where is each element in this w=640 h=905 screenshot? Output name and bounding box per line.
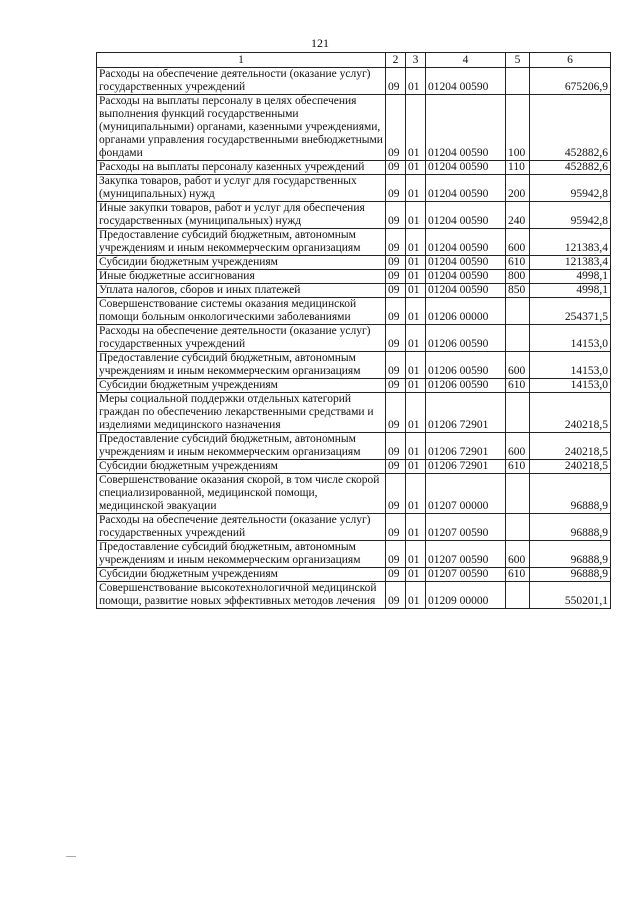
cell-vr: 600: [506, 433, 530, 460]
column-header: 2: [386, 53, 406, 68]
cell-name: Совершенствование системы оказания медицинской помощи больным онкологическими заболеваниями: [97, 298, 386, 325]
cell-name: Субсидии бюджетным учреждениям: [97, 256, 386, 270]
cell-pr: 01: [406, 284, 426, 298]
cell-pr: 01: [406, 95, 426, 161]
table-row: [97, 568, 611, 582]
table-row: [97, 229, 611, 256]
table-row: [97, 325, 611, 352]
column-header: 3: [406, 53, 426, 68]
cell-csr: 01204 00590: [426, 161, 506, 175]
cell-name: Расходы на обеспечение деятельности (оказание услуг) государственных учреждений: [97, 514, 386, 541]
page-mark: [66, 856, 76, 857]
cell-pr: 01: [406, 202, 426, 229]
cell-vr: [506, 68, 530, 95]
cell-vr: 610: [506, 379, 530, 393]
cell-csr: 01204 00590: [426, 95, 506, 161]
cell-vr: 610: [506, 460, 530, 474]
table-row: [97, 393, 611, 433]
cell-rz: 09: [386, 582, 406, 609]
cell-csr: 01206 00000: [426, 298, 506, 325]
table-row: [97, 256, 611, 270]
cell-name: Иные закупки товаров, работ и услуг для обеспечения государственных (муниципальных) нужд: [97, 202, 386, 229]
cell-pr: 01: [406, 352, 426, 379]
cell-rz: 09: [386, 541, 406, 568]
cell-sum: 254371,5: [530, 298, 611, 325]
cell-name: Совершенствование высокотехнологичной медицинской помощи, развитие новых эффективных методов лечения: [97, 582, 386, 609]
cell-sum: 96888,9: [530, 514, 611, 541]
cell-sum: 14153,0: [530, 325, 611, 352]
cell-csr: 01207 00000: [426, 474, 506, 514]
cell-rz: 09: [386, 284, 406, 298]
cell-name: Совершенствование оказания скорой, в том числе скорой специализированной, медицинской помощи, медицинской эвакуации: [97, 474, 386, 514]
cell-name: Уплата налогов, сборов и иных платежей: [97, 284, 386, 298]
table-row: [97, 379, 611, 393]
column-header: 5: [506, 53, 530, 68]
page-number: 121: [311, 36, 329, 50]
cell-name: Предоставление субсидий бюджетным, автономным учреждениям и иным некоммерческим организациям: [97, 541, 386, 568]
cell-csr: 01204 00590: [426, 68, 506, 95]
cell-pr: 01: [406, 541, 426, 568]
cell-sum: 240218,5: [530, 433, 611, 460]
cell-csr: 01207 00590: [426, 514, 506, 541]
table-row: [97, 202, 611, 229]
cell-rz: 09: [386, 229, 406, 256]
cell-vr: 600: [506, 541, 530, 568]
cell-sum: 96888,9: [530, 568, 611, 582]
cell-name: Субсидии бюджетным учреждениям: [97, 460, 386, 474]
cell-pr: 01: [406, 298, 426, 325]
table-row: [97, 474, 611, 514]
cell-rz: 09: [386, 95, 406, 161]
header-row: [97, 53, 611, 68]
cell-csr: 01209 00000: [426, 582, 506, 609]
cell-rz: 09: [386, 175, 406, 202]
cell-name: Закупка товаров, работ и услуг для государственных (муниципальных) нужд: [97, 175, 386, 202]
cell-sum: 452882,6: [530, 161, 611, 175]
table-row: [97, 270, 611, 284]
cell-sum: 452882,6: [530, 95, 611, 161]
cell-rz: 09: [386, 161, 406, 175]
cell-pr: 01: [406, 460, 426, 474]
cell-rz: 09: [386, 256, 406, 270]
cell-sum: 4998,1: [530, 270, 611, 284]
cell-name: Субсидии бюджетным учреждениям: [97, 379, 386, 393]
column-header: 4: [426, 53, 506, 68]
table-row: [97, 298, 611, 325]
cell-name: Предоставление субсидий бюджетным, автономным учреждениям и иным некоммерческим организациям: [97, 229, 386, 256]
table-row: [97, 582, 611, 609]
cell-sum: 550201,1: [530, 582, 611, 609]
cell-rz: 09: [386, 433, 406, 460]
cell-name: Субсидии бюджетным учреждениям: [97, 568, 386, 582]
cell-vr: 800: [506, 270, 530, 284]
column-header: 1: [97, 53, 386, 68]
cell-pr: 01: [406, 256, 426, 270]
cell-sum: 4998,1: [530, 284, 611, 298]
cell-rz: 09: [386, 298, 406, 325]
cell-vr: 240: [506, 202, 530, 229]
cell-vr: [506, 325, 530, 352]
cell-pr: 01: [406, 161, 426, 175]
cell-name: Иные бюджетные ассигнования: [97, 270, 386, 284]
budget-table: [96, 52, 611, 609]
cell-csr: 01204 00590: [426, 270, 506, 284]
cell-pr: 01: [406, 568, 426, 582]
cell-vr: 100: [506, 95, 530, 161]
cell-rz: 09: [386, 393, 406, 433]
cell-vr: [506, 393, 530, 433]
table-row: [97, 284, 611, 298]
table-row: [97, 161, 611, 175]
cell-name: Расходы на обеспечение деятельности (оказание услуг) государственных учреждений: [97, 325, 386, 352]
table-row: [97, 68, 611, 95]
cell-rz: 09: [386, 270, 406, 284]
cell-pr: 01: [406, 68, 426, 95]
table-row: [97, 95, 611, 161]
cell-csr: 01207 00590: [426, 541, 506, 568]
cell-rz: 09: [386, 474, 406, 514]
cell-csr: 01207 00590: [426, 568, 506, 582]
cell-vr: 850: [506, 284, 530, 298]
cell-vr: [506, 298, 530, 325]
cell-sum: 240218,5: [530, 460, 611, 474]
cell-sum: 95942,8: [530, 202, 611, 229]
cell-sum: 121383,4: [530, 229, 611, 256]
cell-csr: 01204 00590: [426, 202, 506, 229]
table-row: [97, 352, 611, 379]
cell-sum: 96888,9: [530, 541, 611, 568]
cell-rz: 09: [386, 325, 406, 352]
table-row: [97, 514, 611, 541]
cell-name: Предоставление субсидий бюджетным, автономным учреждениям и иным некоммерческим организациям: [97, 352, 386, 379]
cell-vr: 600: [506, 352, 530, 379]
cell-vr: [506, 474, 530, 514]
cell-csr: 01206 00590: [426, 379, 506, 393]
cell-vr: 610: [506, 256, 530, 270]
cell-sum: 95942,8: [530, 175, 611, 202]
cell-vr: 110: [506, 161, 530, 175]
cell-rz: 09: [386, 202, 406, 229]
table-row: [97, 175, 611, 202]
cell-csr: 01206 72901: [426, 460, 506, 474]
cell-vr: [506, 514, 530, 541]
cell-rz: 09: [386, 460, 406, 474]
cell-pr: 01: [406, 474, 426, 514]
cell-vr: [506, 582, 530, 609]
cell-csr: 01204 00590: [426, 175, 506, 202]
column-header: 6: [530, 53, 611, 68]
cell-csr: 01206 72901: [426, 433, 506, 460]
cell-csr: 01206 00590: [426, 325, 506, 352]
cell-name: Расходы на выплаты персоналу казенных учреждений: [97, 161, 386, 175]
cell-vr: 600: [506, 229, 530, 256]
cell-sum: 96888,9: [530, 474, 611, 514]
cell-sum: 14153,0: [530, 352, 611, 379]
cell-sum: 14153,0: [530, 379, 611, 393]
cell-csr: 01204 00590: [426, 284, 506, 298]
table-row: [97, 433, 611, 460]
cell-sum: 675206,9: [530, 68, 611, 95]
cell-csr: 01206 72901: [426, 393, 506, 433]
cell-pr: 01: [406, 582, 426, 609]
cell-name: Расходы на выплаты персоналу в целях обеспечения выполнения функций государственными (муниципальными) органами, казенными учреждениями, органами управления государственными внебюджетными фондами: [97, 95, 386, 161]
cell-vr: 200: [506, 175, 530, 202]
table-row: [97, 460, 611, 474]
cell-rz: 09: [386, 514, 406, 541]
cell-vr: 610: [506, 568, 530, 582]
table-row: [97, 541, 611, 568]
cell-pr: 01: [406, 229, 426, 256]
cell-csr: 01204 00590: [426, 256, 506, 270]
cell-pr: 01: [406, 175, 426, 202]
cell-csr: 01204 00590: [426, 229, 506, 256]
cell-sum: 240218,5: [530, 393, 611, 433]
table-body: [97, 68, 611, 609]
cell-pr: 01: [406, 270, 426, 284]
cell-rz: 09: [386, 379, 406, 393]
cell-pr: 01: [406, 514, 426, 541]
cell-rz: 09: [386, 68, 406, 95]
cell-pr: 01: [406, 393, 426, 433]
cell-pr: 01: [406, 433, 426, 460]
cell-name: Меры социальной поддержки отдельных категорий граждан по обеспечению лекарственными средствами и изделиями медицинского назначения: [97, 393, 386, 433]
cell-rz: 09: [386, 568, 406, 582]
cell-name: Предоставление субсидий бюджетным, автономным учреждениям и иным некоммерческим организациям: [97, 433, 386, 460]
cell-pr: 01: [406, 379, 426, 393]
cell-name: Расходы на обеспечение деятельности (оказание услуг) государственных учреждений: [97, 68, 386, 95]
cell-csr: 01206 00590: [426, 352, 506, 379]
cell-sum: 121383,4: [530, 256, 611, 270]
cell-rz: 09: [386, 352, 406, 379]
cell-pr: 01: [406, 325, 426, 352]
